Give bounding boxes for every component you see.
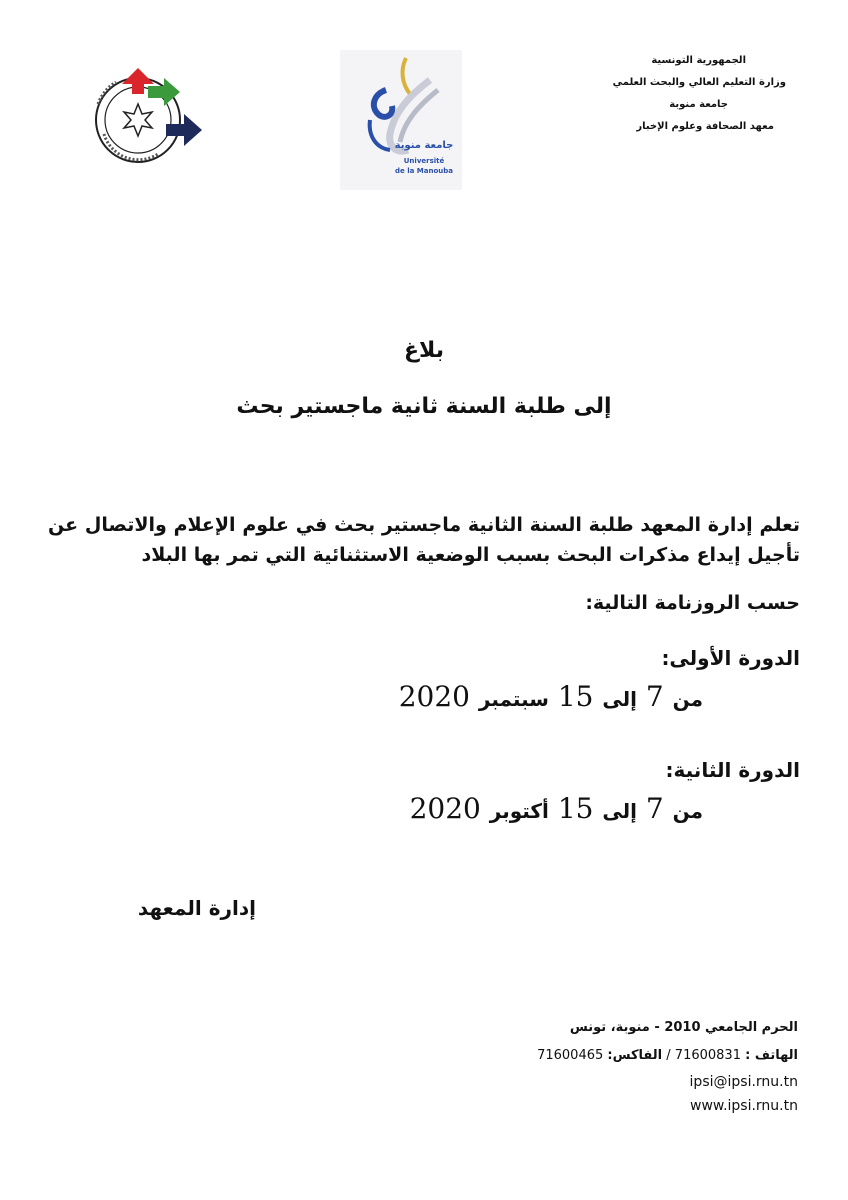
session-second-day-end: 15: [557, 792, 594, 825]
session-second-day-start: 7: [645, 792, 664, 825]
footer-separator: /: [666, 1048, 671, 1063]
manouba-fr-line1: Université: [403, 157, 445, 165]
session-first-year: 2020: [398, 680, 470, 713]
session-second-label: الدورة الثانية:: [665, 758, 800, 782]
signature: إدارة المعهد: [137, 896, 256, 920]
institution-header: [546, 50, 786, 138]
university-manouba-logo: [340, 50, 462, 190]
session-first-dates: [399, 680, 703, 713]
announcement-paragraph: تعلم إدارة المعهد طلبة السنة الثانية ماجستير بحث في علوم الإعلام والاتصال عن تأجيل إيداع مذكرات البحث بسبب الوضعية الاستثنائية التي تمر بها البلاد: [48, 514, 800, 566]
session-first-to: إلى: [602, 687, 637, 711]
manouba-fr-line2: de la Manouba: [395, 167, 453, 175]
footer-phone: 71600831: [674, 1048, 741, 1063]
footer-contact: [537, 1048, 798, 1063]
session-second-year: 2020: [409, 792, 481, 825]
ipsi-logo: [88, 64, 208, 174]
session-first-day-end: 15: [557, 680, 594, 713]
footer-address: الحرم الجامعي 2010 - منوبة، تونس: [569, 1020, 798, 1035]
session-first-from: من: [672, 687, 703, 711]
session-first-month: سبتمبر: [478, 687, 549, 711]
footer-email[interactable]: ipsi@ipsi.rnu.tn: [689, 1074, 798, 1090]
session-second-dates: [410, 792, 703, 825]
header-university: جامعة منوبة: [669, 99, 728, 110]
session-first-label: الدورة الأولى:: [661, 646, 800, 670]
session-second-to: إلى: [602, 799, 637, 823]
header-ministry: وزارة التعليم العالي والبحث العلمي: [612, 77, 786, 88]
ipsi-emblem-icon: [88, 64, 208, 174]
session-first-day-start: 7: [645, 680, 664, 713]
announcement-paragraph-end: حسب الروزنامة التالية:: [585, 592, 800, 614]
footer-website[interactable]: www.ipsi.rnu.tn: [690, 1098, 798, 1114]
session-second-month: أكتوبر: [489, 799, 549, 823]
page-title: بلاغ: [404, 338, 444, 363]
page-subtitle: إلى طلبة السنة ثانية ماجستير بحث: [236, 394, 612, 419]
session-second-from: من: [672, 799, 703, 823]
footer-fax: 71600465: [537, 1048, 604, 1063]
footer-fax-label: الفاكس:: [607, 1048, 663, 1063]
manouba-arabic-name: جامعة منوبة: [394, 140, 454, 151]
header-republic: الجمهورية التونسية: [651, 55, 746, 66]
manouba-emblem-icon: [340, 50, 462, 190]
footer-phone-label: الهاتف :: [745, 1048, 798, 1063]
header-institute: معهد الصحافة وعلوم الإخبار: [636, 121, 774, 132]
